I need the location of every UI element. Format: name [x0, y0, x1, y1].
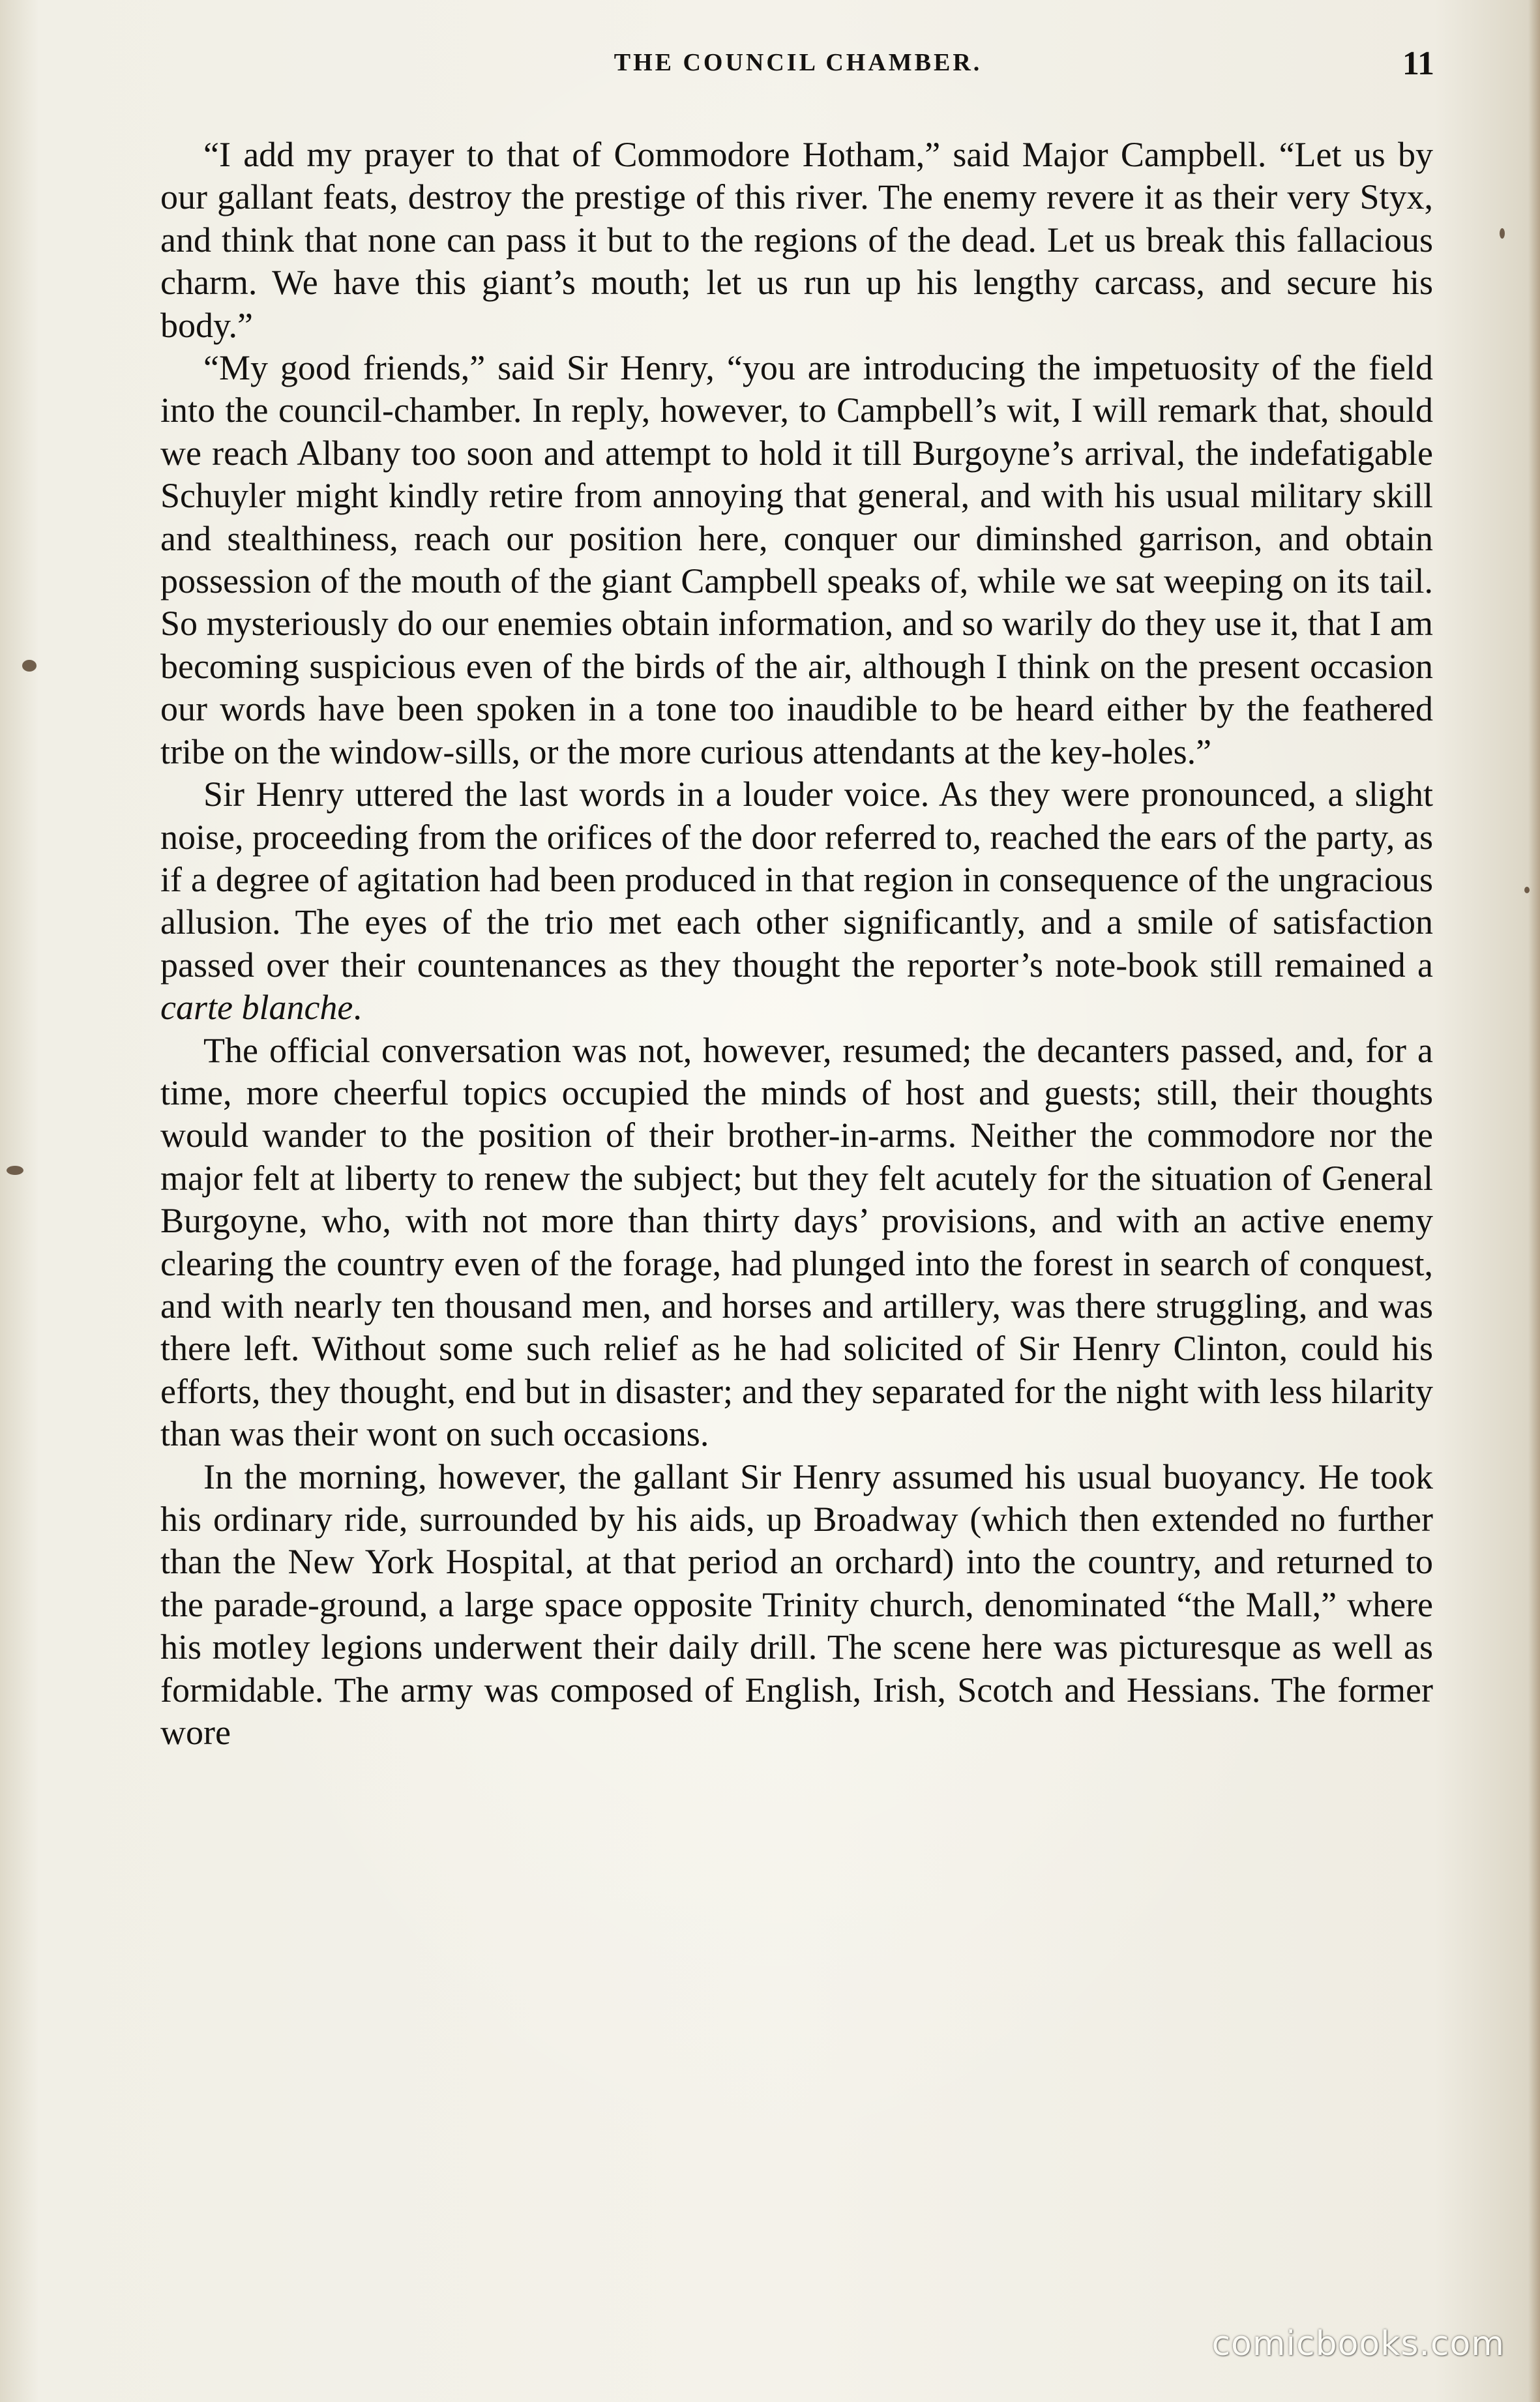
ink-speck [7, 1166, 23, 1175]
running-head [162, 44, 1434, 83]
page-number: 11 [1402, 45, 1434, 82]
paragraph-text: . [353, 988, 362, 1028]
paragraph: “My good friends,” said Sir Henry, “you are introducing the impetuosity of the field into the council-chamber. In reply, however, to Campbell’s wit, I will remark that, should we reach Albany too soon and attempt to hold it till Burgoyne’s arrival, the indefatigable Schuyler might kindly retire from annoying that general, and with his usual military skill and stealthiness, reach our position here, conquer our diminshed garrison, and obtain possession of the mouth of the giant Campbell speaks of, while we sat weeping on its tail. So mysteriously do our enemies obtain information, and so warily do they use it, that I am becoming suspicious even of the birds of the air, although I think on the present occasion our words have been spoken in a tone too inaudible to be heard either by the feathered tribe on the window-sills, or the more curious attendants at the key-holes.” [160, 348, 1433, 771]
body-text [160, 134, 1433, 1754]
paragraph [160, 773, 1433, 1029]
paragraph: In the morning, however, the gallant Sir Henry assumed his usual buoyancy. He took his ordinary ride, surrounded by his aids, up Broadway (which then extended no further than the New York Hospital, at that period an orchard) into the country, and returned to the parade-ground, a large space opposite Trinity church, denominated “the Mall,” where his motley legions underwent their daily drill. The scene here was picturesque as well as formidable. The army was composed of English, Irish, Scotch and Hessians. The former wore [160, 1457, 1433, 1753]
paragraph-text: Sir Henry uttered the last words in a louder voice. As they were pronounced, a slight noise, proceeding from the orifices of the door referred to, reached the ears of the party, as if a degree of agitation had been produced in that region in consequence of the ungracious allusion. The eyes of the trio met each other significantly, and a smile of satisfaction passed over their countenances as they thought the reporter’s note-book still remained a [160, 775, 1433, 985]
ink-speck [1500, 228, 1505, 239]
ink-speck [22, 660, 37, 672]
paragraph: “I add my prayer to that of Commodore Hotham,” said Major Campbell. “Let us by our gallant feats, destroy the prestige of this river. The enemy revere it as their very Styx, and think that none can pass it but to the regions of the dead. Let us break this fallacious charm. We have this giant’s mouth; let us run up his lengthy carcass, and secure his body.” [160, 135, 1433, 345]
ink-speck [1524, 887, 1530, 893]
site-watermark: comicbooks.com [1211, 2324, 1505, 2364]
running-title: THE COUNCIL CHAMBER. [614, 49, 983, 76]
page-edge-shadow [1528, 0, 1540, 2402]
italic-phrase: carte blanche [160, 988, 353, 1028]
paragraph: The official conversation was not, however, resumed; the decanters passed, and, for a time, more cheerful topics occupied the minds of host and guests; still, their thoughts would wander to the position of their brother-in-arms. Neither the commodore nor the major felt at liberty to renew the subject; but they felt acutely for the situation of General Burgoyne, who, with not more than thirty days’ provisions, and with an active enemy clearing the country even of the forage, had plunged into the forest in search of conquest, and with nearly ten thousand men, and horses and artillery, was there struggling, and was there left. Without some such relief as he had solicited of Sir Henry Clinton, could his efforts, they thought, end but in disaster; and they separated for the night with less hilarity than was their wont on such occasions. [160, 1030, 1433, 1454]
